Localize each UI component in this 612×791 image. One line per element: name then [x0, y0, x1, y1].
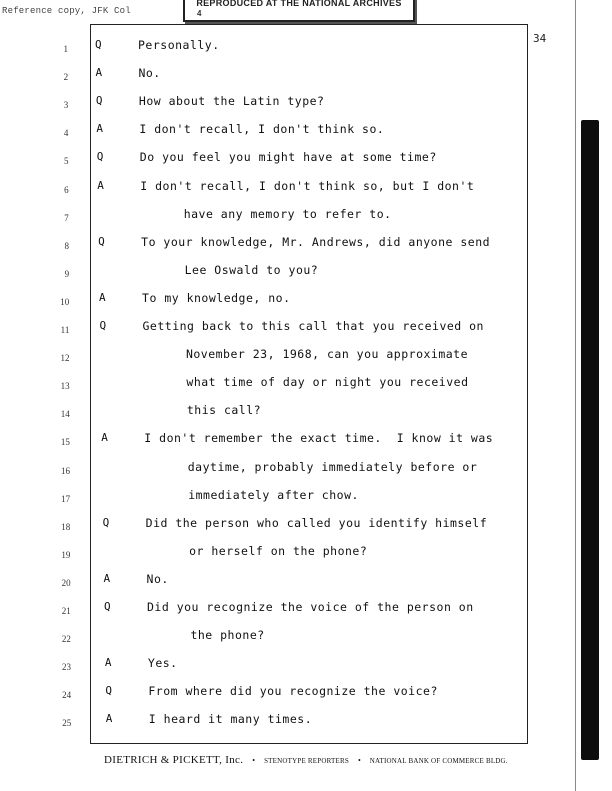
transcript-line: I don't remember the exact time. I know it was [144, 431, 494, 446]
archives-stamp [183, 0, 415, 22]
line-number: 10 [60, 296, 70, 307]
transcript-line: have any memory to refer to. [183, 206, 392, 221]
line-number: 17 [61, 493, 71, 504]
page-number: 34 [533, 32, 547, 45]
speaker-label: Q [104, 600, 111, 613]
transcript-line: To my knowledge, no. [142, 290, 291, 305]
line-number: 5 [64, 156, 69, 167]
line-number: 4 [63, 128, 69, 139]
page-edge-line [575, 0, 576, 791]
line-number: 21 [61, 606, 71, 616]
line-number: 23 [61, 662, 71, 673]
line-number: 7 [64, 212, 69, 223]
line-number: 16 [61, 465, 71, 476]
stamp-subtext: 4 [197, 9, 202, 18]
footer-address: NATIONAL BANK OF COMMERCE BLDG. [369, 757, 508, 765]
footer-firm: DIETRICH & PICKETT, Inc. [104, 754, 244, 766]
line-number: 1 [63, 44, 68, 54]
speaker-label: A [97, 178, 104, 192]
speaker-label: Q [96, 150, 104, 164]
speaker-label: Q [105, 684, 112, 698]
transcript-line: I heard it many times. [148, 712, 313, 727]
page-footer [104, 750, 508, 768]
transcript-line: Did you recognize the voice of the person on [147, 600, 474, 614]
line-number: 25 [62, 718, 72, 729]
transcript-line: the phone? [190, 628, 265, 643]
line-number: 11 [60, 325, 70, 335]
speaker-label: Q [99, 319, 107, 332]
speaker-label: A [104, 656, 112, 670]
transcript-line: I don't recall, I don't think so, but I don't [140, 178, 475, 193]
transcript-line: Getting back to this call that you received on [142, 319, 484, 333]
transcript-line: Personally. [138, 38, 220, 52]
scan-edge-shadow [581, 120, 599, 760]
reference-copy-note: Reference copy, JFK Col [2, 6, 131, 16]
transcript-line: daytime, probably immediately before or [187, 459, 478, 474]
transcript-line: I don't recall, I don't think so. [139, 122, 385, 137]
line-number: 3 [63, 100, 69, 111]
transcript-line: Did the person who called you identify himself [145, 515, 488, 530]
transcript-line: No. [138, 66, 161, 81]
transcript-line: How about the Latin type? [138, 94, 325, 109]
transcript-line: Do you feel you might have at some time? [139, 150, 437, 165]
line-number: 13 [60, 381, 70, 392]
line-number: 22 [61, 634, 71, 645]
line-number: 8 [64, 240, 69, 251]
transcript-line: or herself on the phone? [189, 543, 368, 558]
speaker-label: A [95, 66, 103, 80]
transcript-line: November 23, 1968, can you approximate [185, 347, 469, 362]
line-number: 9 [64, 268, 70, 279]
speaker-label: A [101, 431, 108, 445]
speaker-label: A [103, 571, 111, 585]
transcript-line: this call? [186, 403, 262, 418]
transcript-line: immediately after chow. [188, 487, 359, 502]
speaker-label: Q [95, 94, 103, 108]
line-number: 20 [61, 577, 71, 588]
speaker-label: A [99, 290, 106, 304]
speaker-label: Q [95, 38, 102, 51]
speaker-label: Q [102, 515, 110, 529]
line-number: 24 [62, 690, 72, 701]
transcript-line: No. [146, 571, 169, 586]
speaker-label: A [105, 712, 113, 726]
line-number: 2 [63, 72, 69, 83]
transcript-line: From where did you recognize the voice? [148, 684, 438, 699]
footer-separator: • [252, 756, 256, 765]
footer-service: STENOTYPE REPORTERS [264, 757, 349, 765]
transcript-line: To your knowledge, Mr. Andrews, did anyone send [141, 234, 491, 249]
speaker-label: Q [98, 234, 105, 248]
stamp-title: REPRODUCED AT THE NATIONAL ARCHIVES [196, 0, 402, 8]
footer-separator: • [357, 756, 361, 765]
line-number: 19 [61, 549, 71, 560]
transcript-line: Lee Oswald to you? [184, 262, 319, 277]
line-number: 12 [60, 353, 70, 364]
speaker-label: A [96, 122, 103, 136]
line-number: 14 [60, 409, 70, 420]
line-number: 18 [61, 521, 71, 532]
line-number: 6 [64, 184, 69, 195]
transcript-line: what time of day or night you received [186, 375, 469, 390]
transcript-line: Yes. [147, 656, 178, 671]
line-number: 15 [60, 437, 70, 448]
